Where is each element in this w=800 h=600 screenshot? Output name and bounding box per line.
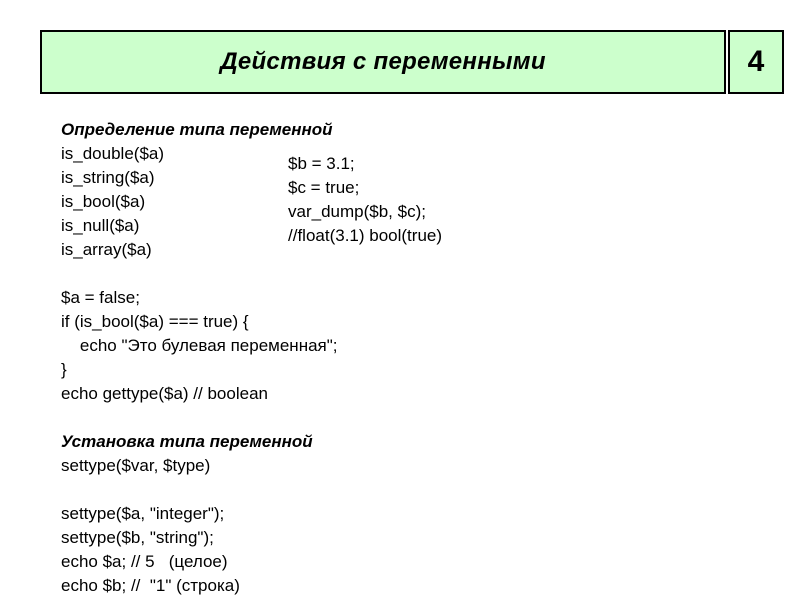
spacer (61, 478, 338, 502)
code-line: } (61, 360, 67, 379)
code-line: $b = 3.1; (288, 154, 355, 173)
slide-number-box (728, 30, 784, 94)
code-line: //float(3.1) bool(true) (288, 226, 443, 245)
code-line: settype($var, $type) (61, 456, 211, 475)
side-code-block (288, 152, 442, 248)
spacer (61, 406, 338, 430)
spacer (61, 262, 338, 286)
section-heading-type-detection: Определение типа переменной (61, 120, 333, 139)
section-heading-type-setting: Установка типа переменной (61, 432, 313, 451)
code-line: is_null($a) (61, 216, 140, 235)
slide-number: 4 (747, 45, 765, 78)
code-line: echo $a; // 5 (целое) (61, 552, 228, 571)
code-line: var_dump($b, $c); (288, 202, 426, 221)
title-bar (40, 30, 726, 94)
code-line: is_string($a) (61, 168, 155, 187)
code-line: $a = false; (61, 288, 140, 307)
code-line: $c = true; (288, 178, 360, 197)
code-line: settype($a, "integer"); (61, 504, 225, 523)
code-line: is_bool($a) (61, 192, 146, 211)
code-line: is_array($a) (61, 240, 152, 259)
code-line: echo "Это булевая переменная"; (61, 336, 338, 355)
code-line: echo $b; // "1" (строка) (61, 576, 240, 595)
code-line: settype($b, "string"); (61, 528, 214, 547)
page-title: Действия с переменными (220, 48, 546, 75)
code-line: echo gettype($a) // boolean (61, 384, 268, 403)
code-line: is_double($a) (61, 144, 165, 163)
code-line: if (is_bool($a) === true) { (61, 312, 249, 331)
